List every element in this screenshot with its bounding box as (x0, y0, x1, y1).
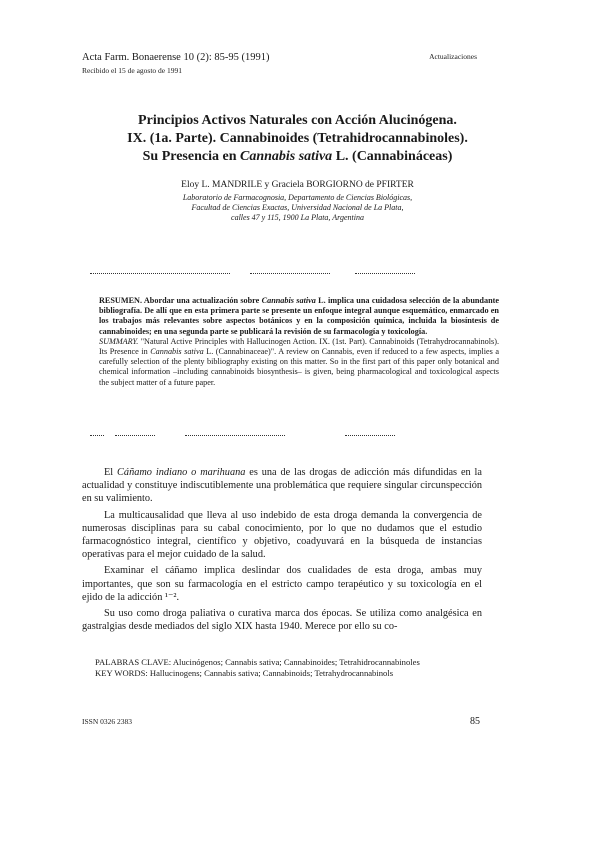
resumen-label: RESUMEN. (99, 296, 142, 305)
body-text (82, 466, 482, 633)
title-line-3-post: L. (Cannabináceas) (332, 149, 453, 164)
title-line-3-pre: Su Presencia en (142, 149, 240, 164)
summary-paragraph (99, 337, 499, 388)
body-paragraph: Examinar el cáñamo implica deslindar dos cualidades de esta droga, ambas muy importantes, que son su farmacología en el estricto campo terapéutico y su toxicología en el ejido de la adicción ¹⁻². (82, 565, 482, 603)
keywords-en-label: KEY WORDS: (95, 668, 148, 678)
keywords-es-text: Alucinógenos; Cannabis sativa; Cannabinoides; Tetrahidrocannabinoles (171, 657, 420, 667)
divider-rule (90, 435, 104, 436)
title-line-1: Principios Activos Naturales con Acción Alucinógena. (138, 113, 457, 128)
summary-text: "Natural Active Principles with Hallucinogen Action. IX. (1st. Part). Cannabinoids (Tetrahydrocannabinols). Its Presence in (99, 336, 499, 357)
body-text-span: es una de las drogas de adicción más difundidas en la actualidad y constituye indiscutiblemente una problemática que requiere singular circunspección en su valimiento. (82, 467, 482, 505)
affiliation-line: calles 47 y 115, 1900 La Plata, Argentina (231, 213, 364, 222)
section-label: Actualizaciones (429, 52, 477, 61)
keywords-en-text: Hallucinogens; Cannabis sativa; Cannabinoids; Tetrahydrocannabinols (147, 668, 394, 678)
author-affiliation (60, 193, 535, 223)
keywords-en (95, 668, 490, 679)
issn: ISSN 0326 2383 (82, 717, 133, 726)
divider-rule (115, 435, 155, 436)
body-paragraph (82, 466, 482, 506)
affiliation-line: Laboratorio de Farmacognosia, Departamento de Ciencias Biológicas, (182, 193, 413, 202)
keywords-es-label: PALABRAS CLAVE: (95, 657, 172, 667)
divider-rule (90, 273, 230, 274)
title-line-3 (60, 148, 535, 166)
divider-rule (185, 435, 285, 436)
title-species: Cannabis sativa (239, 149, 333, 164)
received-date: Recibido el 15 de agosto de 1991 (82, 66, 182, 75)
resumen-paragraph (99, 296, 499, 337)
divider-rule (355, 273, 415, 274)
title-line-2: IX. (1a. Parte). Cannabinoides (Tetrahidrocannabinoles). (127, 131, 468, 146)
divider-rule (345, 435, 395, 436)
body-paragraph: Su uso como droga paliativa o curativa marca dos épocas. Se utiliza como analgésica en gastralgias desde mediados del siglo XIX hasta 1940. Merece por ello su co- (82, 608, 482, 633)
summary-text: L. (Cannabinaceae)". A review on Cannabis, even if reduced to a few aspects, implies a carefully selection of the plenty bibliography existing on this matter. So in the first part of this paper only botanical and chemical information –including cannabinoids biosynthesis– is given, being pharmacological and toxicological aspects the subject matter of a future paper. (99, 347, 499, 387)
resumen-text: Abordar una actualización sobre (142, 296, 262, 305)
journal-citation: Acta Farm. Bonaerense 10 (2): 85-95 (1991) (82, 52, 270, 63)
body-italic: Cáñamo indiano o marihuana (117, 467, 246, 478)
affiliation-line: Facultad de Ciencias Exactas, Universidad Nacional de La Plata, (191, 203, 404, 212)
keywords (95, 657, 490, 679)
body-paragraph: La multicausalidad que lleva al uso indebido de esta droga demanda la convergencia de numerosas disciplinas para su cabal conocimiento, por lo que no dudamos que el estudio farmacognóstico integral, científico y objetivo, coadyuvará en la búsqueda de instancias operativas para el mejor cuidado de la salud. (82, 509, 482, 561)
resumen-text: L. implica una cuidadosa selección de la abundante bibliografía. De allí que en esta primera parte se presente un enfoque integral aunque esquemático, enmarcado en los trabajos más relevantes sobre aspectos botánicos y en la composición química, incluida la biosíntesis de cannabinoides; en una segunda parte se publicará la revisión de su farmacología y toxicología. (99, 296, 499, 336)
article-title (60, 112, 535, 166)
keywords-es (95, 657, 490, 668)
resumen-species: Cannabis sativa (261, 296, 316, 305)
divider-rule (250, 273, 330, 274)
summary-label: SUMMARY. (99, 336, 139, 346)
body-text-span: El (104, 467, 118, 478)
page-number: 85 (470, 716, 480, 727)
abstract (99, 296, 499, 388)
summary-species: Cannabis sativa (150, 347, 204, 357)
author-names: Eloy L. MANDRILE y Graciela BORGIORNO de PFIRTER (181, 180, 414, 190)
